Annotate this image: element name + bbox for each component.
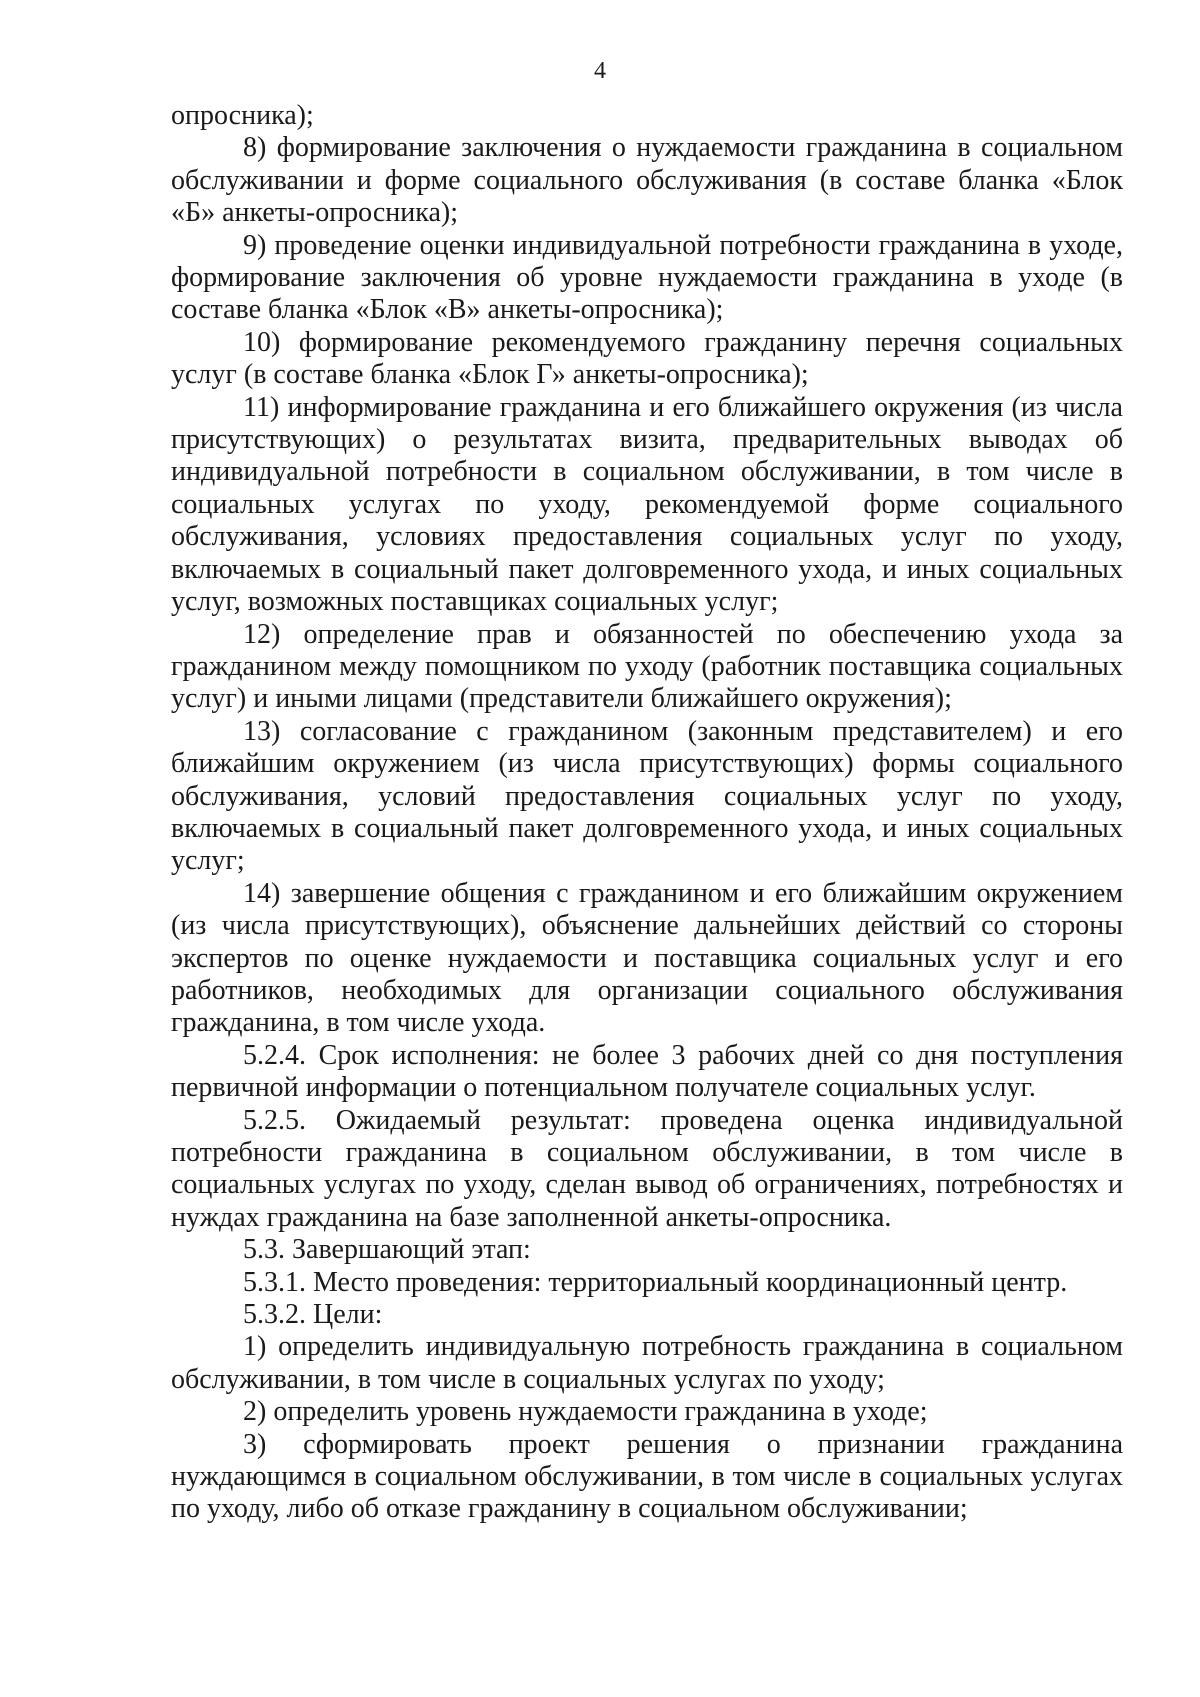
goal-item-2: 2) определить уровень нуждаемости гражданина в уходе; <box>243 1396 928 1428</box>
list-item-10: 10) формирование рекомендуемого гражданину перечня социальных услуг (в составе бланка «Блок Г» анкеты-опросника); <box>171 326 1123 391</box>
section-5-3-heading: 5.3. Завершающий этап: <box>243 1234 531 1266</box>
document-body <box>171 100 1123 1526</box>
list-item-12: 12) определение прав и обязанностей по обеспечению ухода за гражданином между помощником по уходу (работник поставщика социальных услуг) и иными лицами (представители ближайшего окружения); <box>171 618 1123 715</box>
page-number: 4 <box>594 58 606 84</box>
list-item-14: 14) завершение общения с гражданином и его ближайшим окружением (из числа присутствующих), объяснение дальнейших действий со стороны экспертов по оценке нуждаемости и поставщика социальных услуг и его работников, необходимых для организации социального обслуживания гражданина, в том числе ухода. <box>171 877 1123 1039</box>
list-item-13: 13) согласование с гражданином (законным представителем) и его ближайшим окружением (из числа присутствующих) формы социального обслуживания, условий предоставления социальных услуг по уходу, включаемых в социальный пакет долговременного ухода, и иных социальных услуг; <box>171 715 1123 877</box>
paragraph: опросника); <box>171 100 314 131</box>
section-5-2-5: 5.2.5. Ожидаемый результат: проведена оценка индивидуальной потребности гражданина в социальном обслуживании, в том числе в социальных услугах по уходу, сделан вывод об ограничениях, потребностях и нуждах гражданина на базе заполненной анкеты-опросника. <box>171 1104 1123 1233</box>
section-5-3-2: 5.3.2. Цели: <box>243 1299 383 1331</box>
list-item-8: 8) формирование заключения о нуждаемости гражданина в социальном обслуживании и форме социального обслуживания (в составе бланка «Блок «Б» анкеты-опросника); <box>171 132 1123 229</box>
section-5-2-4: 5.2.4. Срок исполнения: не более 3 рабочих дней со дня поступления первичной информации о потенциальном получателе социальных услуг. <box>171 1039 1123 1104</box>
list-item-9: 9) проведение оценки индивидуальной потребности гражданина в уходе, формирование заключения об уровне нуждаемости гражданина в уходе (в составе бланка «Блок «В» анкеты-опросника); <box>171 229 1123 326</box>
section-5-3-1: 5.3.1. Место проведения: территориальный координационный центр. <box>243 1266 1068 1298</box>
goal-item-3: 3) сформировать проект решения о признании гражданина нуждающимся в социальном обслуживании, в том числе в социальных услугах по уходу, либо об отказе гражданину в социальном обслуживании; <box>171 1428 1123 1525</box>
goal-item-1: 1) определить индивидуальную потребность гражданина в социальном обслуживании, в том числе в социальных услугах по уходу; <box>171 1331 1123 1395</box>
list-item-11: 11) информирование гражданина и его ближайшего окружения (из числа присутствующих) о результатах визита, предварительных выводах об индивидуальной потребности в социальном обслуживании, в том числе в социальных услугах по уходу, рекомендуемой форме социального обслуживания, условиях предоставления социальных услуг по уходу, включаемых в социальный пакет долговременного ухода, и иных социальных услуг, возможных поставщиках социальных услуг; <box>171 391 1123 618</box>
